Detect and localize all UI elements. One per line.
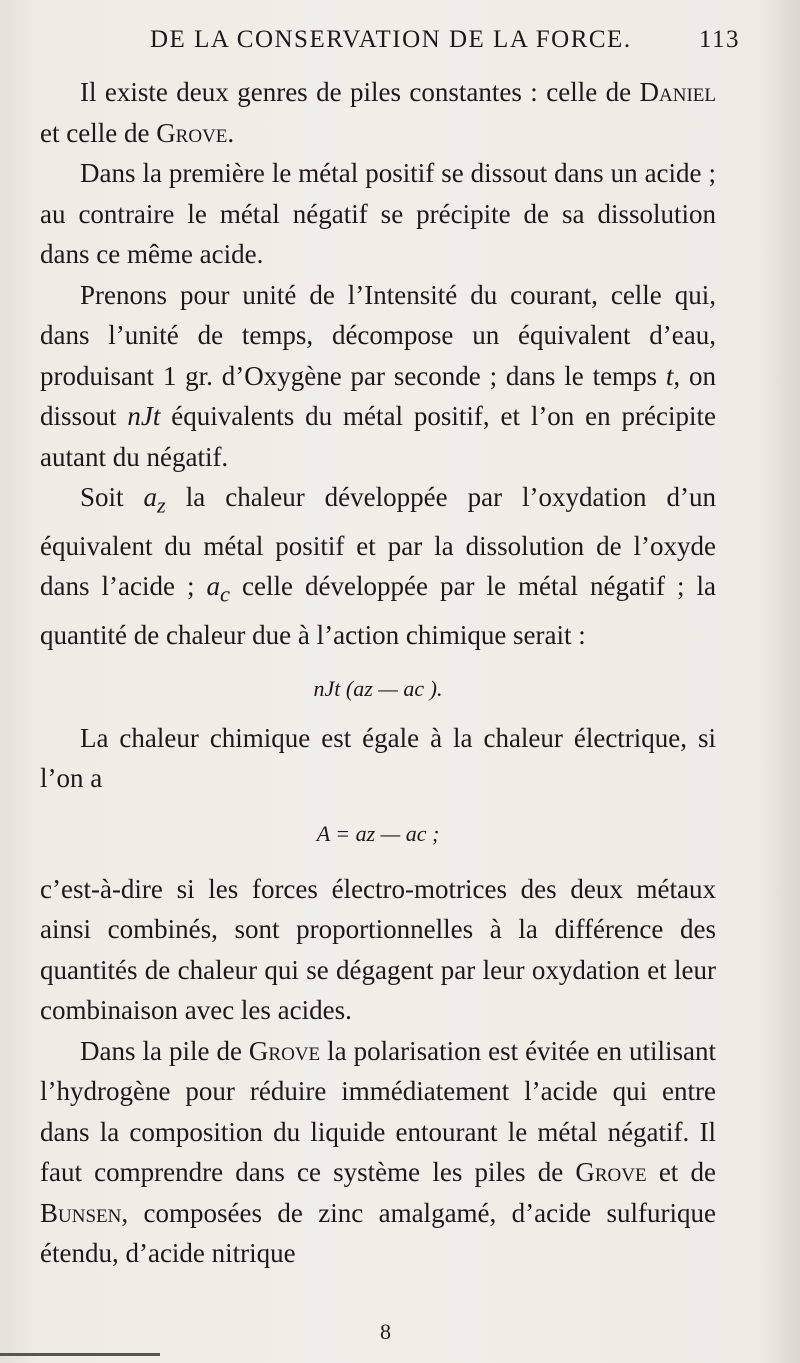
paragraph-6: c’est-à-dire si les forces électro-motrices des deux métaux ainsi combinés, sont proportionnelles à la différence des quantités de chaleur qui se dégagent par leur oxydation et leur combinaison avec les acides. [40,873,716,1026]
name-grove: Grove [156,117,228,148]
page-number: 113 [698,26,740,53]
text-run: Soit [80,482,144,512]
paragraph-2: Dans la première le métal positif se dissout dans un acide ; au contraire le métal négatif se précipite de sa dissolution dans ce même acide. [40,158,716,269]
paragraph-7 [40,1031,716,1274]
var-nJt: nJt [127,401,161,431]
name-grove: Grove [575,1157,647,1188]
signature-mark: 8 [380,1319,391,1344]
page-header [150,20,740,60]
text-run: , composées de zinc amalgamé, d’acide sulfurique étendu, d’acide nitrique [40,1197,716,1269]
text-run: et de [646,1157,716,1188]
bottom-rule [0,1353,160,1356]
formula-equality: A = az — ac ; [316,820,440,846]
text-run: Prenons pour unité de l’Intensité du courant, celle qui, dans l’unité de temps, décompose un équivalent d’eau, produisant 1 gr. d’Oxygène par seconde ; dans le temps [40,279,716,391]
text-run: la chaleur développée par l’oxydation d’un équivalent du métal positif et par la dissolution de l’oxyde dans l’acide ; [40,482,716,602]
paragraph-5: La chaleur chimique est égale à la chaleur électrique, si l’on a [40,722,716,794]
name-grove: Grove [248,1035,321,1066]
running-title: DE LA CONSERVATION DE LA FORCE. [150,26,632,53]
text-run: Il existe deux genres de piles constantes : celle de [80,77,632,107]
text-run: équivalents du métal positif, et l’on en précipite autant du négatif. [40,401,716,472]
sub-z: z [157,492,166,518]
sub-c: c [220,581,231,607]
text-run: et celle de [40,117,157,148]
name-daniel: Daniel [639,77,716,107]
paragraph-4 [40,477,716,656]
formula-heat: nJt (az — ac ). [313,675,443,701]
var-ac [206,571,231,607]
name-bunsen: Bunsen [40,1197,122,1228]
body-text [40,72,716,1274]
var-a: a [143,482,158,512]
text-run: celle développée par le métal négatif ; la quantité de chaleur due à l’action chimique serait : [40,571,716,651]
var-a: a [206,571,221,602]
text-run: , on dissout [40,360,717,431]
var-az [143,482,166,518]
text-run: la polarisation est évitée en utilisant l’hydrogène pour réduire immédiatement l’acide qui entre dans la composition du liquide entourant le métal négatif. Il faut comprendre dans ce système les piles de [40,1035,716,1188]
var-t: t [665,360,674,391]
text-run: Dans la pile de [80,1035,249,1066]
paragraph-1 [40,72,716,153]
text-run: . [227,117,235,148]
paragraph-3 [40,275,716,478]
